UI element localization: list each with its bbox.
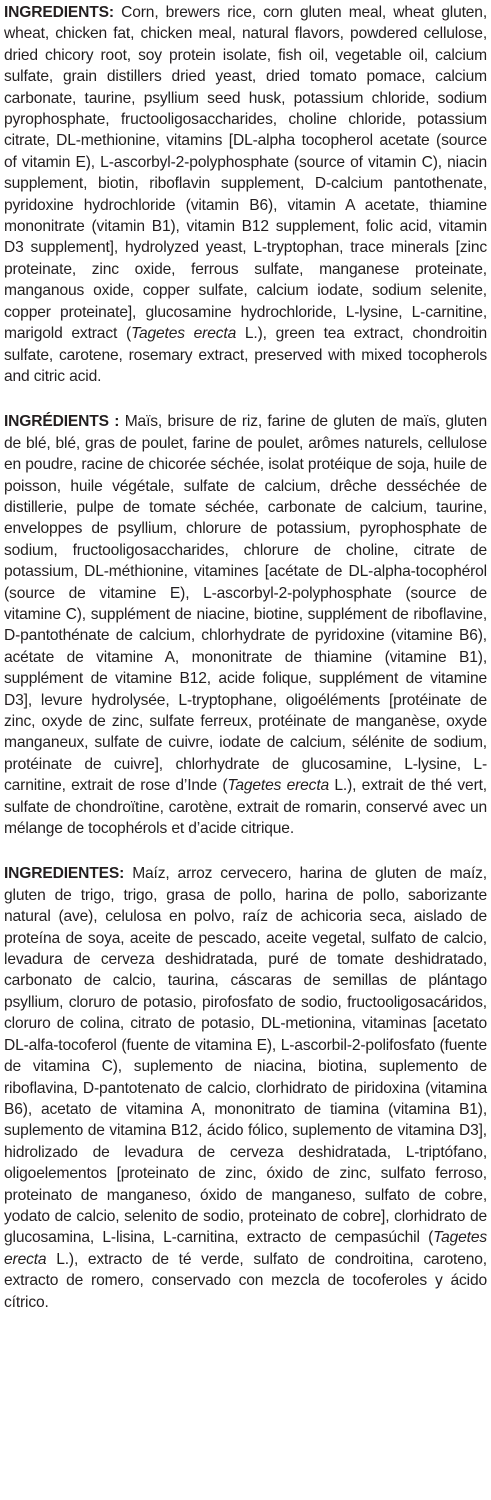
- spanish-ingredients-text-end: L.), extracto de té verde, sulfato de condroitina, caroteno, extracto de romero, conservado con mezcla de tocoferoles y ácido cítrico.: [4, 1250, 487, 1311]
- spanish-ingredients-text: Maíz, arroz cervecero, harina de gluten de maíz, gluten de trigo, trigo, grasa de pollo, harina de pollo, saborizante natural (ave), celulosa en polvo, raíz de achicoria seca, aislado de proteína de soya, aceite de pescado, aceite vegetal, sulfato de calcio, levadura de cerveza deshidratada, puré de tomate deshidratado, carbonato de calcio, taurina, cáscaras de semillas de plántago psyllium, cloruro de potasio, pirofosfato de sodio, fructooligosacáridos, cloruro de colina, citrato de potasio, DL-metionina, vitaminas [acetato DL-alfa-tocoferol (fuente de vitamina E), L-ascorbil-2-polifosfato (fuente de vitamina C), suplemento de niacina, biotina, suplemento de riboflavina, D-pantotenato de calcio, clorhidrato de piridoxina (vitamina B6), acetato de vitamina A, mononitrato de tiamina (vitamina B1), suplemento de vitamina B12, ácido fólico, suplemento de vitamina D3], hidrolizado de levadura de cerveza deshidratada, L-triptófano, oligoelementos [proteinato de zinc, óxido de zinc, sulfato ferroso, proteinato de manganeso, óxido de manganeso, sulfato de cobre, yodato de calcio, selenito de sodio, proteinato de cobre], clorhidrato de glucosamina, L-lisina, L-carnitina, extracto de cempasúchil (: [4, 865, 487, 1247]
- french-scientific-name: Tagetes erecta: [227, 777, 330, 795]
- ingredients-french: [4, 411, 487, 839]
- spanish-heading: INGREDIENTES:: [4, 865, 125, 883]
- ingredients-english: [4, 2, 487, 387]
- english-ingredients-text: Corn, brewers rice, corn gluten meal, wheat gluten, wheat, chicken fat, chicken meal, natural flavors, powdered cellulose, dried chicory root, soy protein isolate, fish oil, vegetable oil, calcium sulfate, grain distillers dried yeast, dried tomato pomace, calcium carbonate, taurine, psyllium seed husk, potassium chloride, sodium pyrophosphate, fructooligosaccharides, choline chloride, potassium citrate, DL-methionine, vitamins [DL-alpha tocopherol acetate (source of vitamin E), L-ascorbyl-2-polyphosphate (source of vitamin C), niacin supplement, biotin, riboflavin supplement, D-calcium pantothenate, pyridoxine hydrochloride (vitamin B6), vitamin A acetate, thiamine mononitrate (vitamin B1), vitamin B12 supplement, folic acid, vitamin D3 supplement], hydrolyzed yeast, L-tryptophan, trace minerals [zinc proteinate, zinc oxide, ferrous sulfate, manganese proteinate, manganous oxide, copper sulfate, calcium iodate, sodium selenite, copper proteinate], glucosamine hydrochloride, L-lysine, L-carnitine, marigold extract (: [4, 4, 487, 343]
- ingredients-spanish: [4, 863, 487, 1313]
- french-ingredients-text-end: L.), extrait de thé vert, sulfate de chondroïtine, carotène, extrait de romarin, conservé avec un mélange de tocophérols et d’acide citrique.: [4, 777, 487, 838]
- english-scientific-name: Tagetes erecta: [131, 325, 237, 343]
- spanish-scientific-name: Tagetes erecta: [4, 1229, 487, 1268]
- french-ingredients-text: Maïs, brisure de riz, farine de gluten de maïs, gluten de blé, blé, gras de poulet, farine de poulet, arômes naturels, cellulose en poudre, racine de chicorée séchée, isolat protéique de soja, huile de poisson, huile végétale, sulfate de calcium, drêche desséchée de distillerie, pulpe de tomate séchée, carbonate de calcium, taurine, enveloppes de psyllium, chlorure de potassium, pyrophosphate de sodium, fructooligosaccharides, chlorure de choline, citrate de potassium, DL-méthionine, vitamines [acétate de DL-alpha-tocophérol (source de vitamine E), L-ascorbyl-2-polyphosphate (source de vitamine C), supplément de niacine, biotine, supplément de riboflavine, D-pantothénate de calcium, chlorhydrate de pyridoxine (vitamine B6), acétate de vitamine A, mononitrate de thiamine (vitamine B1), supplément de vitamine B12, acide folique, supplément de vitamine D3], levure hydrolysée, L-tryptophane, oligoéléments [protéinate de zinc, oxyde de zinc, sulfate ferreux, protéinate de manganèse, oxyde manganeux, sulfate de cuivre, iodate de calcium, sélénite de sodium, protéinate de cuivre], chlorhydrate de glucosamine, L-lysine, L-carnitine, extrait de rose d’Inde (: [4, 413, 487, 795]
- french-heading: INGRÉDIENTS :: [4, 413, 120, 431]
- english-ingredients-text-end: L.), green tea extract, chondroitin sulfate, carotene, rosemary extract, preserved with mixed tocopherols and citric acid.: [4, 325, 487, 385]
- english-heading: INGREDIENTS:: [4, 4, 114, 21]
